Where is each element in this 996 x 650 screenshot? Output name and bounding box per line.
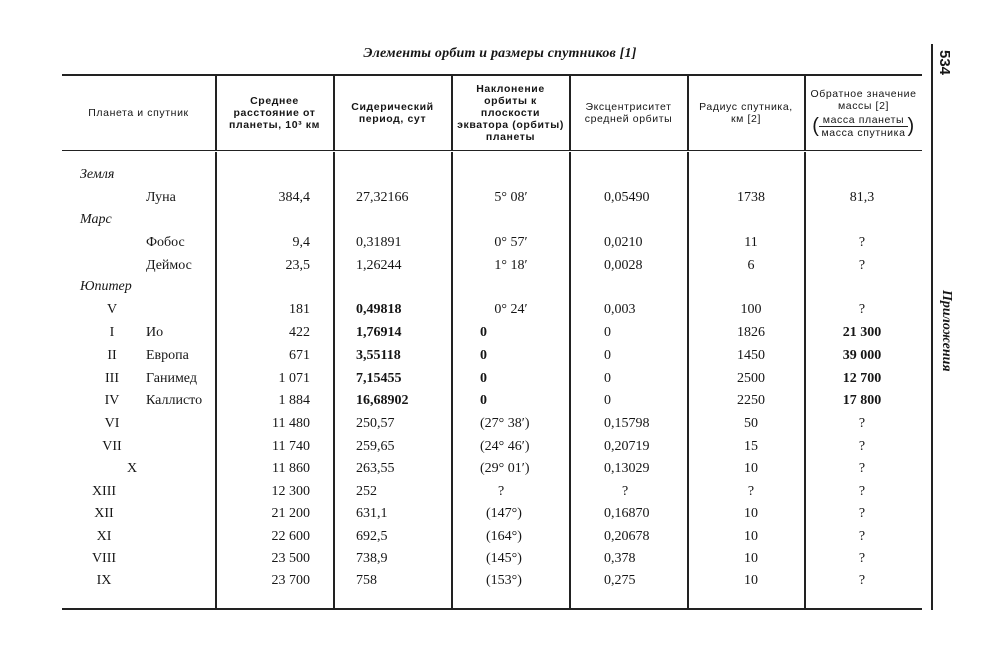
distance-value: 12 300 — [271, 484, 310, 499]
period-value: 7,15455 — [356, 371, 402, 386]
inclination-value: (153°) — [486, 573, 522, 588]
period-value: 259,65 — [356, 439, 395, 454]
satellite-number: IV — [104, 393, 120, 408]
mass-value: ? — [858, 573, 866, 588]
inclination-value: 0 — [480, 325, 487, 340]
distance-value: 23,5 — [285, 258, 310, 273]
satellite-number: XI — [96, 529, 112, 544]
mass-value: 39 000 — [842, 348, 882, 363]
left-paren: ( — [812, 115, 820, 137]
inclination-value: 0 — [480, 348, 487, 363]
radius-value: 11 — [744, 235, 758, 250]
eccentricity-value: 0,0028 — [604, 258, 643, 273]
distance-value: 11 480 — [272, 416, 310, 431]
distance-value: 671 — [289, 348, 310, 363]
eccentricity-value: 0,15798 — [604, 416, 650, 431]
mass-value: ? — [858, 439, 866, 454]
satellite-number: X — [126, 461, 138, 476]
satellite-name: Ганимед — [146, 371, 197, 386]
period-value: 1,76914 — [356, 325, 402, 340]
distance-value: 11 740 — [272, 439, 310, 454]
distance-value: 23 500 — [271, 551, 310, 566]
radius-value: ? — [747, 484, 755, 499]
distance-value: 9,4 — [292, 235, 310, 250]
period-value: 27,32166 — [356, 190, 409, 205]
mass-value: 21 300 — [842, 325, 882, 340]
mass-value: ? — [858, 551, 866, 566]
inclination-value: 0 — [480, 371, 487, 386]
inclination-value: ? — [498, 484, 505, 499]
satellite-number: VII — [102, 439, 122, 454]
table-bottom-rule — [62, 608, 922, 610]
fraction — [819, 114, 907, 139]
group-jupiter: Юпитер — [80, 279, 132, 294]
radius-value: 1826 — [737, 325, 765, 340]
mass-value: ? — [858, 529, 866, 544]
satellite-number: VIII — [91, 551, 117, 566]
satellite-name: Ио — [146, 325, 164, 340]
right-paren: ) — [907, 115, 915, 137]
period-value: 1,26244 — [356, 258, 402, 273]
period-value: 16,68902 — [356, 393, 409, 408]
period-value: 263,55 — [356, 461, 395, 476]
satellite-number: IX — [96, 573, 112, 588]
inclination-value: 0° 57′ — [494, 235, 528, 250]
period-value: 692,5 — [356, 529, 388, 544]
period-value: 0,31891 — [356, 235, 402, 250]
header-distance: Среднее расстояние от планеты, 10³ км — [229, 95, 320, 131]
radius-value: 1450 — [737, 348, 765, 363]
radius-value: 100 — [740, 302, 762, 317]
satellite-number: II — [107, 348, 117, 363]
distance-value: 22 600 — [271, 529, 310, 544]
satellite-number: V — [106, 302, 118, 317]
radius-value: 10 — [744, 461, 758, 476]
distance-value: 11 860 — [272, 461, 310, 476]
satellite-number: XIII — [91, 484, 117, 499]
eccentricity-value: 0,378 — [604, 551, 636, 566]
satellite-number: I — [109, 325, 115, 340]
radius-value: 15 — [744, 439, 758, 454]
eccentricity-value: 0,13029 — [604, 461, 650, 476]
satellite-number: XII — [94, 506, 114, 521]
eccentricity-value: 0,0210 — [604, 235, 643, 250]
mass-value: ? — [858, 258, 866, 273]
eccentricity-value: 0 — [604, 325, 611, 340]
radius-value: 2500 — [737, 371, 765, 386]
running-title: Приложения — [939, 290, 954, 372]
table-title: Элементы орбит и размеры спутников [1] — [363, 46, 637, 61]
header-inclination: Наклонение орбиты к плоскости экватора (орбиты) планеты — [457, 83, 564, 143]
header-rule — [62, 150, 922, 151]
radius-value: 10 — [744, 573, 758, 588]
satellite-number: VI — [104, 416, 120, 431]
inclination-value: (27° 38′) — [480, 416, 530, 431]
period-value: 250,57 — [356, 416, 395, 431]
fraction-denominator: масса спутника — [821, 126, 906, 139]
eccentricity-value: 0,20678 — [604, 529, 650, 544]
header-mass-label: Обратное значение массы [2] — [810, 87, 917, 112]
radius-value: 10 — [744, 506, 758, 521]
period-value: 631,1 — [356, 506, 388, 521]
column-divider — [333, 152, 335, 608]
mass-value: 17 800 — [842, 393, 882, 408]
inclination-value: (29° 01′) — [480, 461, 530, 476]
page-number: 534 — [936, 50, 953, 76]
distance-value: 21 200 — [271, 506, 310, 521]
column-divider — [569, 152, 571, 608]
period-value: 252 — [356, 484, 377, 499]
distance-value: 23 700 — [271, 573, 310, 588]
inclination-value: 0° 24′ — [494, 302, 528, 317]
group-mars: Марс — [80, 212, 112, 227]
radius-value: 1738 — [737, 190, 765, 205]
column-divider — [451, 152, 453, 608]
mass-value: 12 700 — [842, 371, 882, 386]
period-value: 738,9 — [356, 551, 388, 566]
mass-value: ? — [858, 416, 866, 431]
header-radius: Радиус спутника, км [2] — [699, 101, 793, 125]
eccentricity-value: 0,05490 — [604, 190, 650, 205]
distance-value: 422 — [289, 325, 310, 340]
header-planet-satellite: Планета и спутник — [88, 107, 189, 119]
inclination-value: 5° 08′ — [494, 190, 528, 205]
satellite-name: Европа — [146, 348, 189, 363]
eccentricity-value: 0 — [604, 348, 611, 363]
distance-value: 1 071 — [278, 371, 310, 386]
header-period: Сидерический период, сут — [351, 101, 434, 125]
period-value: 758 — [356, 573, 377, 588]
radius-value: 2250 — [737, 393, 765, 408]
inclination-value: (145°) — [486, 551, 522, 566]
fraction-numerator: масса планеты — [819, 114, 907, 127]
column-divider — [215, 152, 217, 608]
satellite-name: Деймос — [146, 258, 192, 273]
satellite-name: Каллисто — [146, 393, 203, 408]
period-value: 3,55118 — [356, 348, 401, 363]
satellite-name: Фобос — [146, 235, 185, 250]
radius-value: 10 — [744, 529, 758, 544]
margin-rule — [931, 44, 933, 610]
mass-value: ? — [858, 461, 866, 476]
mass-value: ? — [858, 484, 866, 499]
inclination-value: 0 — [480, 393, 487, 408]
mass-fraction — [812, 114, 915, 139]
mass-value: ? — [858, 506, 866, 521]
inclination-value: (164°) — [486, 529, 522, 544]
header-mass-ratio — [805, 76, 922, 150]
mass-value: ? — [858, 235, 866, 250]
radius-value: 6 — [747, 258, 755, 273]
group-earth: Земля — [80, 167, 115, 182]
column-divider — [687, 152, 689, 608]
inclination-value: (147°) — [486, 506, 522, 521]
eccentricity-value: 0 — [604, 393, 611, 408]
header-eccentricity: Эксцентриситет средней орбиты — [584, 101, 673, 125]
eccentricity-value: 0,275 — [604, 573, 636, 588]
eccentricity-value: 0 — [604, 371, 611, 386]
eccentricity-value: ? — [622, 484, 629, 499]
mass-value: 81,3 — [849, 190, 875, 205]
satellite-number: III — [105, 371, 119, 386]
distance-value: 1 884 — [278, 393, 310, 408]
satellite-name: Луна — [146, 190, 176, 205]
distance-value: 181 — [289, 302, 310, 317]
eccentricity-value: 0,20719 — [604, 439, 650, 454]
radius-value: 10 — [744, 551, 758, 566]
mass-value: ? — [858, 302, 866, 317]
eccentricity-value: 0,16870 — [604, 506, 650, 521]
inclination-value: (24° 46′) — [480, 439, 530, 454]
inclination-value: 1° 18′ — [494, 258, 528, 273]
eccentricity-value: 0,003 — [604, 302, 636, 317]
radius-value: 50 — [744, 416, 758, 431]
period-value: 0,49818 — [356, 302, 402, 317]
distance-value: 384,4 — [278, 190, 310, 205]
